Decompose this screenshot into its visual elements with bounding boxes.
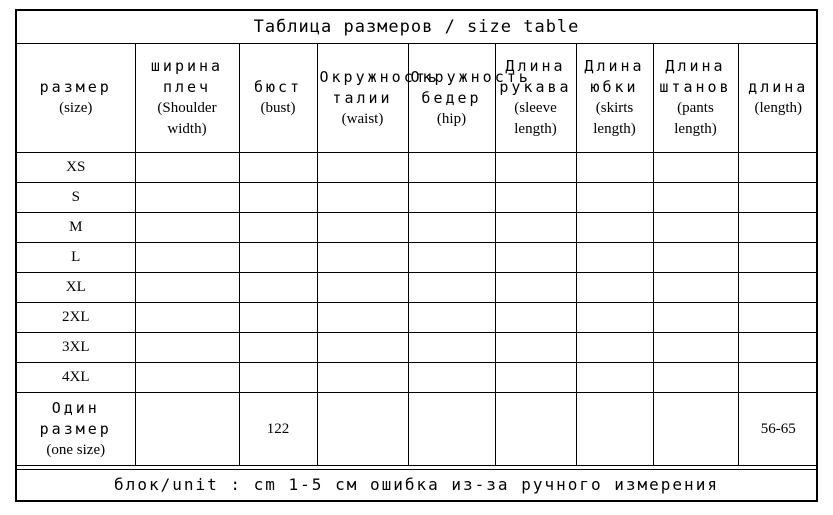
measure-cell (653, 333, 738, 363)
measure-cell (317, 183, 408, 213)
measure-cell (317, 243, 408, 273)
measure-cell (239, 243, 317, 273)
measure-cell (239, 333, 317, 363)
measure-cell (495, 243, 576, 273)
measure-cell (135, 243, 239, 273)
size-label-cell: S (17, 183, 135, 213)
measure-cell (576, 153, 653, 183)
measure-cell (408, 243, 495, 273)
header-size: размер (size) (17, 44, 135, 153)
measure-cell (653, 273, 738, 303)
measure-cell (317, 303, 408, 333)
header-length: длина (length) (738, 44, 818, 153)
measure-cell (576, 363, 653, 393)
measure-cell (576, 213, 653, 243)
measure-cell (135, 333, 239, 363)
measure-cell (653, 243, 738, 273)
header-hip: Окружность бедер (hip) (408, 44, 495, 153)
measure-cell (135, 273, 239, 303)
header-waist: Окружность талии (waist) (317, 44, 408, 153)
size-label-cell: XL (17, 273, 135, 303)
measure-cell (239, 213, 317, 243)
table-row (17, 273, 818, 303)
measure-cell (317, 333, 408, 363)
size-label-cell: M (17, 213, 135, 243)
measure-cell (738, 213, 818, 243)
measure-cell (495, 153, 576, 183)
one-size-row (17, 393, 818, 466)
measure-cell (653, 213, 738, 243)
one-size-label-en: (one size) (46, 441, 106, 458)
measure-cell (317, 273, 408, 303)
table-row (17, 213, 818, 243)
measure-cell (317, 363, 408, 393)
header-sleeve: Длина рукава (sleeve length) (495, 44, 576, 153)
measure-cell (738, 243, 818, 273)
size-label-cell: 3XL (17, 333, 135, 363)
size-table-sheet (15, 9, 818, 502)
one-size-measure-cell (653, 393, 738, 466)
measure-cell (576, 273, 653, 303)
measure-cell (408, 363, 495, 393)
one-size-measure-cell (576, 393, 653, 466)
measure-cell (135, 213, 239, 243)
measure-cell (408, 183, 495, 213)
measure-cell (239, 273, 317, 303)
one-size-label-ru: Один размер (39, 398, 112, 438)
one-size-measure-cell (317, 393, 408, 466)
measure-cell (495, 333, 576, 363)
size-label-cell: 4XL (17, 363, 135, 393)
measure-cell (317, 213, 408, 243)
measure-cell (239, 153, 317, 183)
measure-cell (408, 213, 495, 243)
one-size-measure-cell: 56-65 (738, 393, 818, 466)
table-row (17, 303, 818, 333)
measure-cell (576, 303, 653, 333)
measure-cell (135, 153, 239, 183)
header-pants: Длина штанов (pants length) (653, 44, 738, 153)
measure-cell (408, 303, 495, 333)
measure-cell (408, 273, 495, 303)
size-label-cell: L (17, 243, 135, 273)
measure-cell (738, 303, 818, 333)
measure-cell (408, 333, 495, 363)
measure-cell (653, 363, 738, 393)
measure-cell (495, 303, 576, 333)
measure-cell (738, 273, 818, 303)
header-shoulder: ширина плеч (Shoulder width) (135, 44, 239, 153)
measure-cell (495, 273, 576, 303)
measure-cell (653, 303, 738, 333)
measure-cell (738, 183, 818, 213)
one-size-measure-cell (408, 393, 495, 466)
measure-cell (317, 153, 408, 183)
one-size-measure-cell: 122 (239, 393, 317, 466)
table-title: Таблица размеров / size table (17, 11, 816, 44)
header-row (17, 44, 818, 153)
measure-cell (135, 183, 239, 213)
measure-cell (576, 183, 653, 213)
header-skirt: Длина юбки (skirts length) (576, 44, 653, 153)
measure-cell (495, 213, 576, 243)
measure-cell (135, 303, 239, 333)
measure-cell (738, 363, 818, 393)
one-size-label-cell (17, 393, 135, 466)
table-row (17, 243, 818, 273)
one-size-measure-cell (135, 393, 239, 466)
measure-cell (738, 153, 818, 183)
measure-cell (576, 333, 653, 363)
header-bust: бюст (bust) (239, 44, 317, 153)
size-table (17, 44, 818, 466)
measure-cell (239, 363, 317, 393)
table-row (17, 333, 818, 363)
measure-cell (135, 363, 239, 393)
measure-cell (239, 183, 317, 213)
unit-footer: блок/unit : cm 1-5 см ошибка из-за ручного измерения (17, 469, 816, 500)
table-row (17, 153, 818, 183)
measure-cell (408, 153, 495, 183)
measure-cell (495, 363, 576, 393)
measure-cell (495, 183, 576, 213)
measure-cell (576, 243, 653, 273)
one-size-measure-cell (495, 393, 576, 466)
table-row (17, 183, 818, 213)
measure-cell (239, 303, 317, 333)
measure-cell (738, 333, 818, 363)
size-label-cell: XS (17, 153, 135, 183)
measure-cell (653, 153, 738, 183)
table-row (17, 363, 818, 393)
table-body (17, 153, 818, 466)
size-label-cell: 2XL (17, 303, 135, 333)
measure-cell (653, 183, 738, 213)
